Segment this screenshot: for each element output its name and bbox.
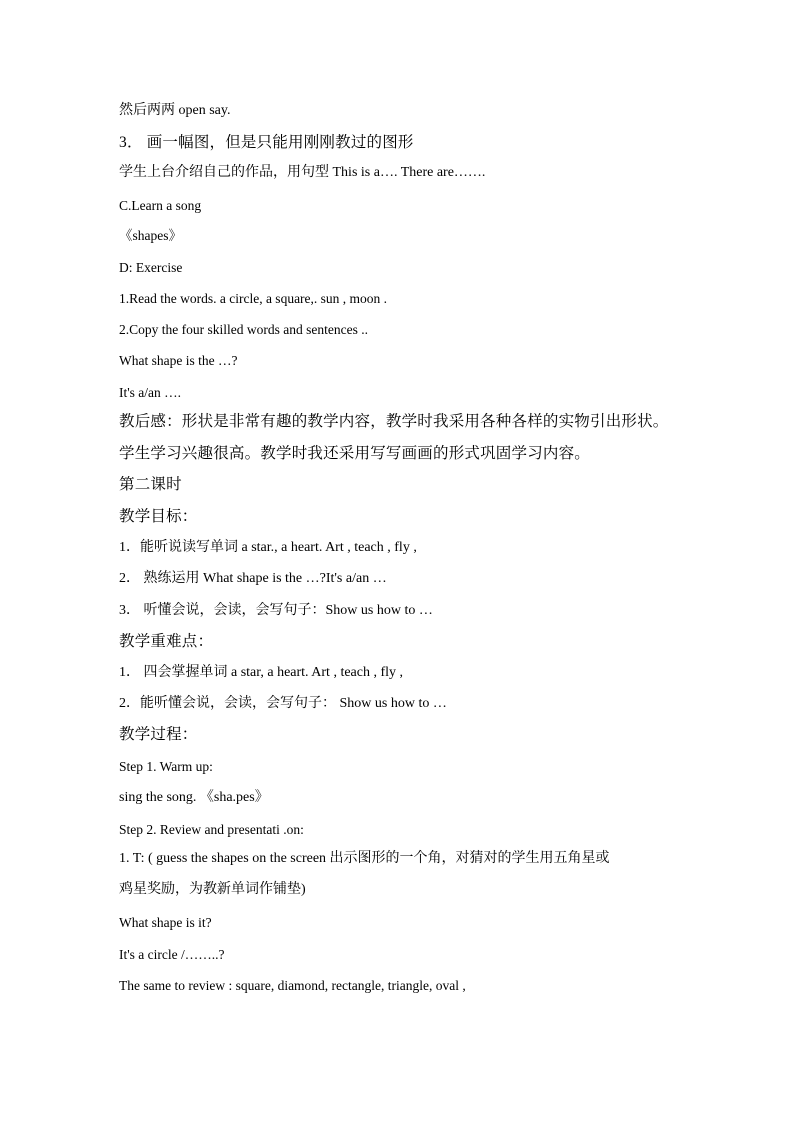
text-line: 学生上台介绍自己的作品，用句型 This is a…. There are…….: [119, 165, 486, 180]
text-line: What shape is it?: [119, 915, 212, 930]
text-line: C.Learn a song: [119, 198, 202, 213]
text-line: 教学重难点：: [119, 633, 214, 650]
text-line: 教学目标：: [119, 508, 198, 525]
text-line: 《shapes》: [119, 228, 182, 243]
text-line: Step 1. Warm up:: [119, 759, 213, 774]
text-line: 鸡星奖励，为教新单词作铺垫): [119, 882, 306, 897]
text-line: Step 2. Review and presentati .on:: [119, 822, 304, 837]
text-line: 教学过程：: [119, 726, 198, 743]
text-line: 第二课时: [119, 476, 182, 493]
text-line: 3． 画一幅图，但是只能用刚刚教过的图形: [119, 134, 414, 151]
text-line: 1． 四会掌握单词 a star, a heart. Art , teach , fly ,: [119, 665, 404, 680]
text-line: sing the song. 《sha.pes》: [119, 790, 269, 805]
text-line: 3． 听懂会说，会读，会写句子：Show us how to …: [119, 603, 433, 618]
text-line: What shape is the …?: [119, 353, 238, 368]
text-line: It's a circle /……..?: [119, 947, 225, 962]
text-line: 2．能听懂会说，会读，会写句子： Show us how to …: [119, 696, 447, 711]
text-line: 1.Read the words. a circle, a square,. sun , moon .: [119, 291, 388, 306]
text-line: 2． 熟练运用 What shape is the …?It's a/an …: [119, 571, 387, 586]
text-line: 学生学习兴趣很高。教学时我还采用写写画画的形式巩固学习内容。: [119, 445, 591, 462]
text-line: It's a/an ….: [119, 385, 182, 400]
text-line: D: Exercise: [119, 260, 183, 275]
text-line: The same to review : square, diamond, rectangle, triangle, oval ,: [119, 978, 466, 993]
text-line: 然后两两 open say.: [119, 103, 231, 118]
text-line: 1. T: ( guess the shapes on the screen 出示图形的一个角，对猜对的学生用五角星或: [119, 851, 610, 866]
text-line: 1．能听说读写单词 a star., a heart. Art , teach , fly ,: [119, 540, 417, 555]
text-line: 教后感：形状是非常有趣的教学内容，教学时我采用各种各样的实物引出形状。: [119, 413, 669, 430]
text-line: 2.Copy the four skilled words and sentences ..: [119, 322, 368, 337]
